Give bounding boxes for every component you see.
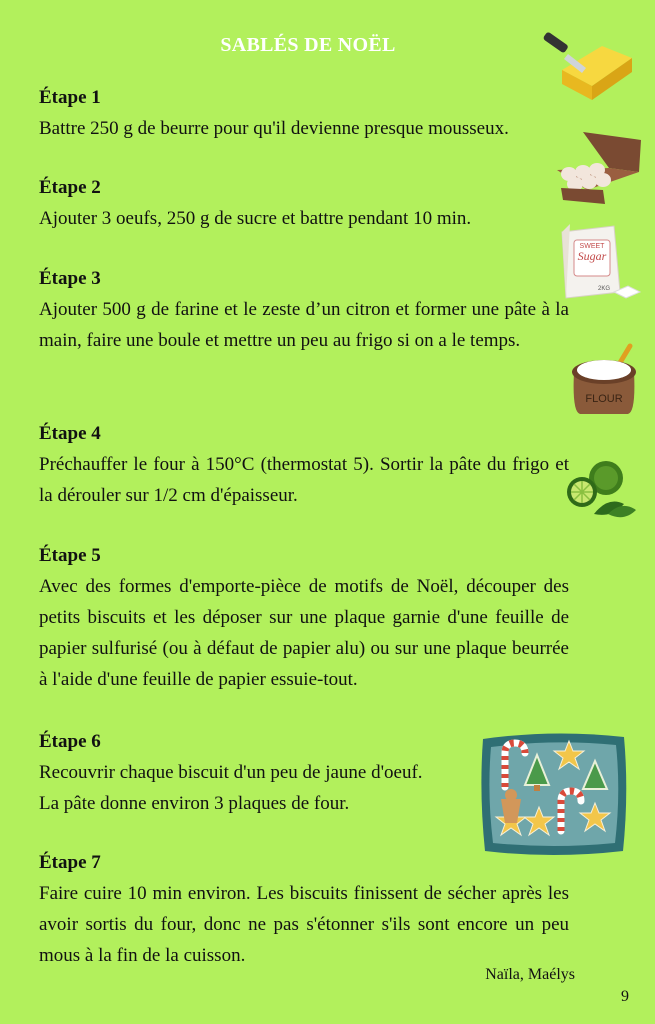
butter-icon [540, 28, 640, 100]
step-7 [39, 848, 569, 971]
step-heading: Étape 4 [39, 423, 101, 444]
step-2 [39, 173, 569, 234]
sugar-label-text2: Sugar [577, 249, 607, 263]
step-heading: Étape 6 [39, 731, 101, 752]
step-heading: Étape 3 [39, 268, 101, 289]
step-heading: Étape 5 [39, 545, 101, 566]
authors: Naïla, Maélys [485, 966, 575, 983]
step-text-line2: La pâte donne environ 3 plaques de four. [39, 793, 350, 814]
sugar-bag-icon [556, 218, 642, 304]
step-text: Préchauffer le four à 150°C (thermostat 5). Sortir la pâte du frigo et la dérouler sur 1/2 cm d'épaisseur. [39, 454, 569, 506]
step-text-line1: Recouvrir chaque biscuit d'un peu de jaune d'oeuf. [39, 762, 423, 783]
lime-icon [562, 456, 638, 526]
step-text: Faire cuire 10 min environ. Les biscuits finissent de sécher après les avoir sortis du four, donc ne pas s'étonner s'ils sont encore un peu mous à la fin de la cuisson. [39, 883, 569, 966]
step-4 [39, 419, 569, 511]
flour-label-text: FLOUR [585, 393, 623, 405]
sugar-label-text1: SWEET [579, 243, 605, 250]
step-heading: Étape 7 [39, 852, 101, 873]
step-5 [39, 541, 569, 695]
flour-sack-icon [566, 342, 642, 418]
egg-carton-icon [553, 128, 645, 210]
step-3 [39, 264, 569, 356]
step-text: Ajouter 3 oeufs, 250 g de sucre et battre pendant 10 min. [39, 208, 472, 229]
step-1 [39, 83, 569, 144]
step-text: Avec des formes d'emporte-pièce de motifs de Noël, découper des petits biscuits et les déposer sur une plaque garnie d'une feuille de papier sulfurisé (ou à défaut de papier alu) ou sur une plaque beurrée à l'aide d'une feuille de papier essuie-tout. [39, 576, 569, 690]
step-6 [39, 727, 479, 819]
step-text: Battre 250 g de beurre pour qu'il devienne presque mousseux. [39, 118, 509, 139]
step-heading: Étape 1 [39, 87, 101, 108]
page-number: 9 [621, 988, 629, 1005]
sugar-weight-text: 2KG [597, 286, 611, 292]
step-heading: Étape 2 [39, 177, 101, 198]
cookie-tray-icon [477, 727, 630, 860]
page-title: SABLÉS DE NOËL [220, 34, 396, 56]
step-text: Ajouter 500 g de farine et le zeste d’un citron et former une pâte à la main, faire une boule et mettre un peu au frigo si on a le temps. [39, 299, 569, 351]
